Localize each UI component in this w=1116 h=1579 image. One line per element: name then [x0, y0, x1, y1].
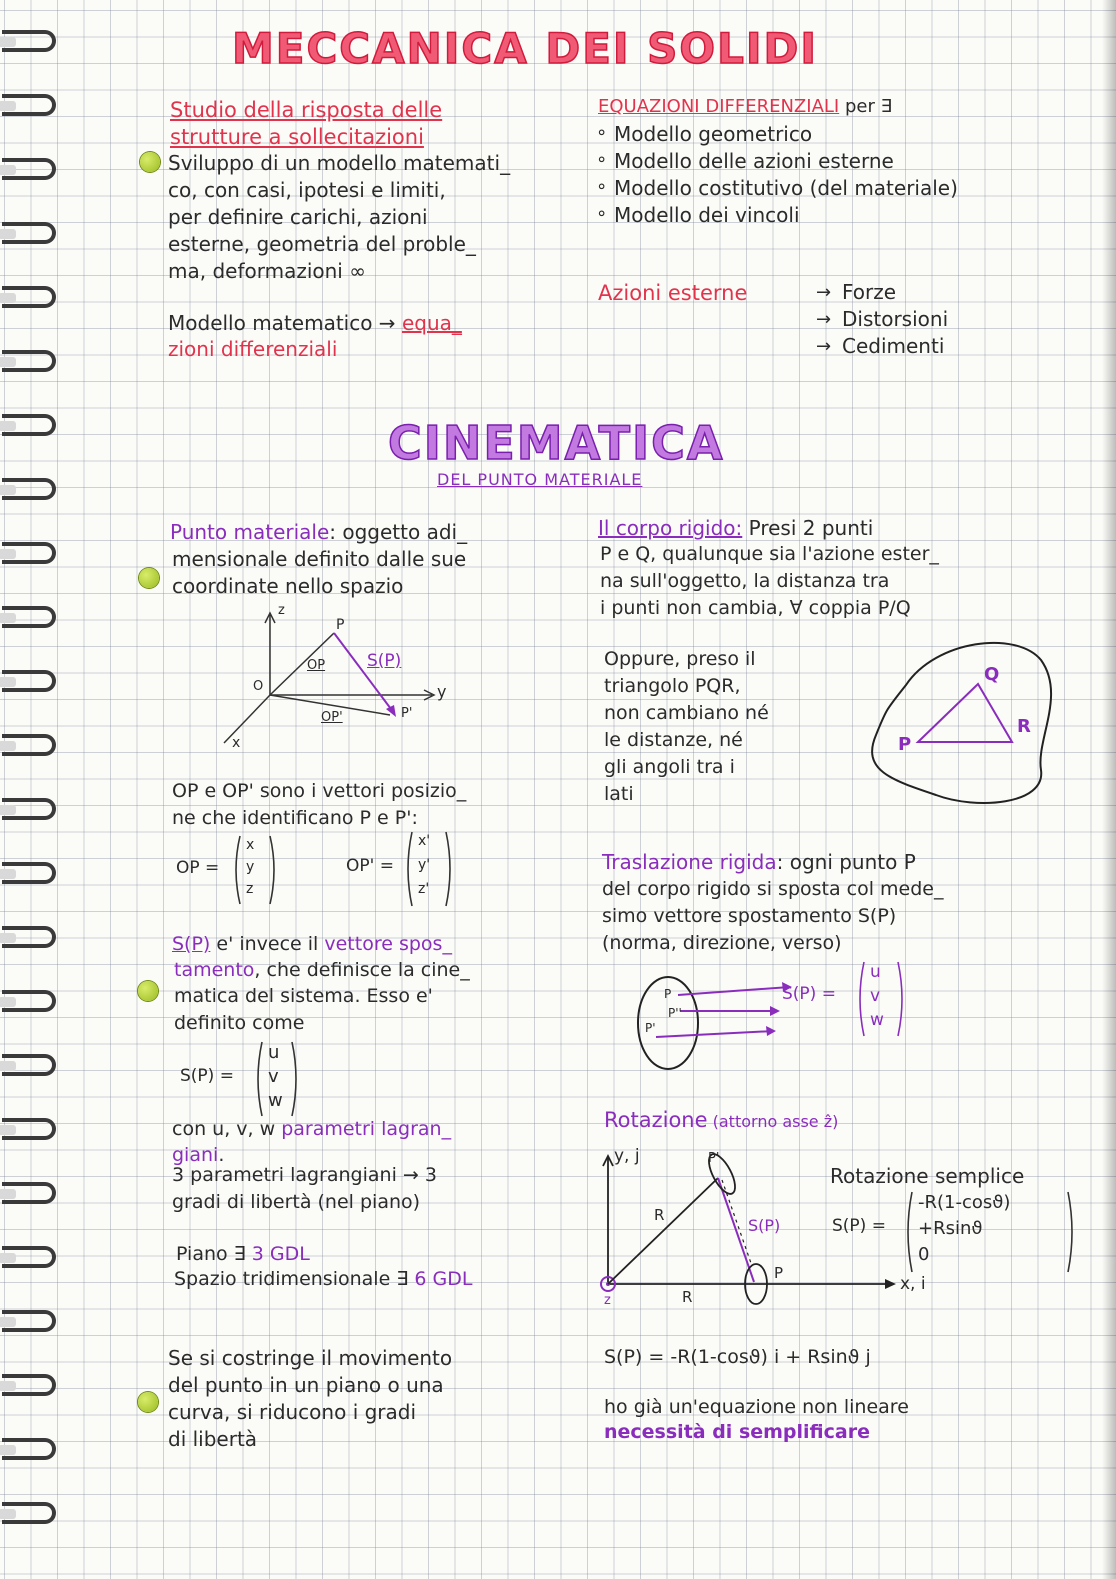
- equation-item: Modello geometrico: [614, 122, 813, 146]
- matrix-entry: 0: [918, 1244, 930, 1265]
- label-sp: S(P): [367, 651, 402, 671]
- matrix-entry: z': [418, 881, 430, 897]
- label-p: P: [898, 734, 912, 755]
- translation-eq-label: S(P) =: [782, 984, 836, 1004]
- constraint-text: Se si costringe il movimento del punto in un piano o una curva, si riducono i gradi di libertà: [168, 1346, 453, 1451]
- spiral-ring: [2, 94, 56, 116]
- model-line: [168, 313, 462, 333]
- page-edge-shadow: [1102, 0, 1116, 1579]
- spiral-ring: [2, 1310, 56, 1332]
- x-arrowhead: [885, 1279, 896, 1289]
- equations-heading: EQUAZIONI DIFFERENZIALI: [598, 96, 840, 117]
- rigid-heading: Il corpo rigido:: [598, 516, 743, 540]
- rigid-text: P e Q, qualunque sia l'azione ester_ na sull'oggetto, la distanza tra i punti non cambia, ∀ coppia P/Q: [600, 543, 939, 619]
- label-p-prime: P': [645, 1021, 656, 1035]
- displacement-line2: [174, 961, 470, 980]
- spiral-ring: [2, 606, 56, 628]
- bullet-dot: [138, 981, 158, 1001]
- vectors-text: OP e OP' sono i vettori posizio_ ne che identificano P e P':: [172, 780, 467, 829]
- spiral-ring: [2, 1182, 56, 1204]
- spiral-ring: [2, 1438, 56, 1460]
- label-p-prime: P': [401, 706, 413, 721]
- cinematica-subtitle: DEL PUNTO MATERIALE: [437, 470, 643, 489]
- punto-heading: Punto materiale: [170, 520, 330, 544]
- rotation-axis-z: z: [604, 1293, 611, 1308]
- matrix-entry: -R(1-cosϑ): [918, 1192, 1011, 1213]
- arrowhead: [770, 1006, 780, 1016]
- matrix-entry: z: [246, 881, 254, 897]
- pqr-triangle: [918, 684, 1012, 742]
- external-action-item: Cedimenti: [842, 334, 945, 358]
- spiral-ring: [2, 1054, 56, 1076]
- spiral-ring: [2, 30, 56, 52]
- spiral-ring: [2, 926, 56, 948]
- equation-bullet: ∘: [596, 176, 608, 197]
- equation-item: Modello delle azioni esterne: [614, 149, 894, 173]
- translation-arrow: [678, 987, 790, 995]
- translation-text-first: : ogni punto P: [776, 850, 916, 874]
- rotation-note-highlight: necessità di semplificare: [604, 1421, 870, 1443]
- matrix-entry: w: [268, 1090, 283, 1111]
- label-p: P: [336, 617, 345, 633]
- spiral-ring: [2, 478, 56, 500]
- lagrange-dot: .: [218, 1144, 225, 1166]
- position-diagram: [210, 605, 460, 755]
- rotation-simple: Rotazione semplice: [830, 1164, 1025, 1188]
- model-highlight-cont: zioni differenziali: [168, 337, 338, 361]
- piano-text: Piano ∃: [176, 1243, 252, 1265]
- matrix-entry: x': [418, 833, 431, 849]
- arrow-icon: →: [816, 309, 832, 330]
- lagrange-prefix: con u, v, w: [172, 1118, 282, 1140]
- label-o: O: [253, 679, 264, 694]
- spiral-ring: [2, 1118, 56, 1140]
- spazio-text: Spazio tridimensionale ∃: [174, 1268, 415, 1290]
- model-prefix: Modello matematico →: [168, 311, 402, 335]
- spiral-ring: [2, 542, 56, 564]
- matrix-entry: y': [418, 857, 431, 873]
- spiral-ring: [2, 414, 56, 436]
- equations-heading-suffix: per ∃: [839, 96, 892, 117]
- spiral-ring: [2, 670, 56, 692]
- bullet-dot: [138, 1392, 158, 1412]
- spazio-hl: 6 GDL: [414, 1268, 473, 1290]
- lagrange-hl1: parametri lagran_: [281, 1118, 452, 1140]
- external-actions-label: Azioni esterne: [598, 281, 748, 305]
- label-p-double: P'': [668, 1006, 682, 1020]
- displacement-eq-label: S(P) =: [180, 1066, 234, 1086]
- rotation-note: ho già un'equazione non lineare: [604, 1396, 909, 1418]
- rotation-sub: (attorno asse ẑ): [707, 1112, 839, 1131]
- rotation-eq-label: S(P) =: [832, 1216, 886, 1236]
- matrix-entry: v: [870, 986, 881, 1006]
- arrow-icon: →: [816, 282, 832, 303]
- rotation-label-p-prime: P': [708, 1151, 720, 1166]
- spiral-ring: [2, 350, 56, 372]
- lagrange-hl2: giani: [172, 1144, 219, 1166]
- displacement-text-c: matica del sistema. Esso e' definito come: [174, 985, 433, 1034]
- rotation-label-p: P: [774, 1264, 784, 1282]
- equation-bullet: ∘: [596, 149, 608, 170]
- arrowhead: [766, 1026, 776, 1036]
- rotation-line1: [604, 1110, 838, 1131]
- matrix-entry: +Rsinϑ: [918, 1218, 983, 1239]
- punto-text-first: : oggetto adi_: [329, 520, 468, 544]
- lagrange-rest: 3 parametri lagrangiani → 3 gradi di libertà (nel piano): [172, 1164, 437, 1213]
- rotation-label-r2: R: [682, 1288, 693, 1306]
- spiral-ring: [2, 158, 56, 180]
- spiral-ring: [2, 1374, 56, 1396]
- punto-line1: [170, 522, 467, 542]
- spiral-ring: [2, 798, 56, 820]
- spiral-ring: [2, 1502, 56, 1524]
- intro-body: Sviluppo di un modello matemati_ co, con casi, ipotesi e limiti, per definire carichi, azioni esterne, geometria del proble_ ma, deformazioni ∞: [168, 151, 511, 283]
- spazio-line: [174, 1270, 472, 1289]
- equation-bullet: ∘: [596, 203, 608, 224]
- piano-line: [176, 1245, 310, 1264]
- rigid-line1: [598, 518, 873, 538]
- spiral-binding: [0, 0, 62, 1579]
- external-action-item: Distorsioni: [842, 307, 949, 331]
- displacement-text-a: e' invece il: [210, 933, 325, 955]
- bullet-dot: [139, 568, 159, 588]
- matrix-entry: x: [246, 837, 255, 853]
- spiral-ring: [2, 990, 56, 1012]
- spiral-ring: [2, 862, 56, 884]
- rigid-text-first: Presi 2 punti: [742, 516, 874, 540]
- radius-line: [608, 1178, 718, 1284]
- matrix-brackets: [232, 834, 278, 906]
- cinematica-title: CINEMATICA: [388, 416, 725, 470]
- intro-heading: Studio della risposta delle strutture a sollecitazioni: [170, 98, 443, 149]
- matrix-entry: w: [870, 1010, 884, 1030]
- matrix-entry: v: [268, 1066, 279, 1087]
- punto-text: mensionale definito dalle sue coordinate nello spazio: [172, 547, 467, 598]
- label-x: x: [232, 735, 241, 751]
- page-title: MECCANICA DEI SOLIDI: [232, 24, 818, 73]
- translation-text: del corpo rigido si sposta col mede_ simo vettore spostamento S(P) (norma, direzione, verso): [602, 878, 944, 954]
- triangle-text: Oppure, preso il triangolo PQR, non cambiano né le distanze, né gli angoli tra i lati: [604, 648, 769, 805]
- piano-hl: 3 GDL: [251, 1243, 310, 1265]
- translation-arrow: [656, 1031, 774, 1037]
- rotation-heading: Rotazione: [604, 1108, 708, 1132]
- displacement-sp: S(P): [172, 933, 211, 955]
- equation-item: Modello dei vincoli: [614, 203, 800, 227]
- displacement-hl2: tamento: [174, 959, 255, 981]
- equation-bullet: ∘: [596, 122, 608, 143]
- rotation-axis-x: x, i: [900, 1274, 926, 1294]
- label-z: z: [278, 603, 285, 618]
- rotation-label-r: R: [654, 1206, 665, 1224]
- op-label: OP =: [176, 858, 220, 878]
- displacement-vector: [334, 633, 394, 713]
- label-op-prime: OP': [321, 710, 343, 725]
- model-highlight: equa_: [401, 311, 462, 335]
- equations-heading-line: [598, 98, 892, 116]
- label-op: OP: [307, 658, 326, 673]
- translation-line1: [602, 852, 916, 872]
- arrow-icon: →: [816, 336, 832, 357]
- displacement-hl1: vettore spos_: [324, 933, 452, 955]
- matrix-entry: u: [268, 1042, 280, 1063]
- label-q: Q: [984, 664, 1000, 685]
- label-y: y: [437, 682, 447, 701]
- label-p: P: [664, 987, 672, 1001]
- spiral-ring: [2, 734, 56, 756]
- x-axis: [224, 695, 270, 743]
- equation-item: Modello costitutivo (del materiale): [614, 176, 958, 200]
- matrix-entry: y: [246, 859, 255, 875]
- displacement-text-b: , che definisce la cine_: [254, 959, 470, 981]
- displacement-line1: [172, 935, 452, 954]
- external-action-item: Forze: [842, 280, 897, 304]
- spiral-ring: [2, 1246, 56, 1268]
- rotation-axis-y: y, j: [614, 1146, 640, 1166]
- rotation-label-sp: S(P): [748, 1216, 781, 1235]
- opp-label: OP' =: [346, 856, 394, 876]
- lagrange-line1: [172, 1120, 451, 1139]
- bullet-dot: [140, 152, 160, 172]
- spiral-ring: [2, 222, 56, 244]
- matrix-entry: u: [870, 962, 881, 982]
- label-r: R: [1017, 716, 1031, 737]
- translation-heading: Traslazione rigida: [602, 850, 777, 874]
- spiral-ring: [2, 286, 56, 308]
- rotation-formula: S(P) = -R(1-cosϑ) i + Rsinϑ j: [604, 1346, 871, 1368]
